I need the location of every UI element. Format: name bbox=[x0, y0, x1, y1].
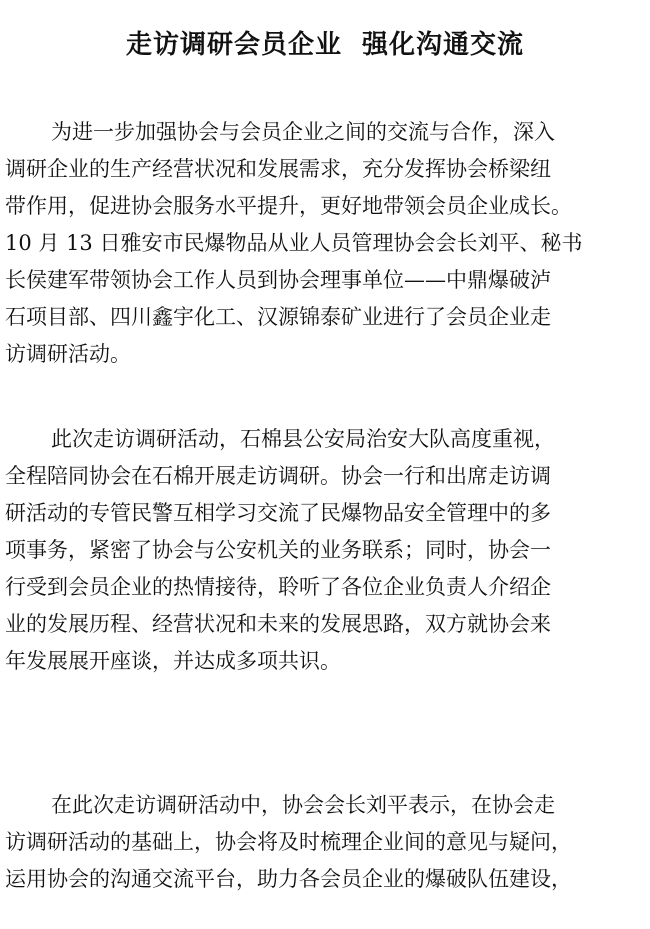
text-line: 全程陪同协会在石棉开展走访调研。协会一行和出席走访调 bbox=[5, 464, 551, 488]
text-line: 年发展展开座谈，并达成多项共识。 bbox=[5, 649, 341, 673]
paragraph-3 bbox=[5, 787, 650, 898]
paragraph-1 bbox=[5, 114, 650, 373]
text-line: 10 月 13 日雅安市民爆物品从业人员管理协会会长刘平、秘书 bbox=[5, 231, 583, 255]
text-line: 此次走访调研活动，石棉县公安局治安大队高度重视， bbox=[51, 427, 555, 451]
paragraph-2 bbox=[5, 421, 650, 680]
article-title: 走访调研会员企业 强化沟通交流 bbox=[125, 30, 525, 60]
text-line: 石项目部、四川鑫宇化工、汉源锦泰矿业进行了会员企业走 bbox=[5, 305, 551, 329]
text-line: 研活动的专管民警互相学习交流了民爆物品安全管理中的多 bbox=[5, 501, 551, 525]
text-line: 运用协会的沟通交流平台，助力各会员企业的爆破队伍建设， bbox=[5, 867, 572, 891]
text-line: 业的发展历程、经营状况和未来的发展思路，双方就协会来 bbox=[5, 612, 551, 636]
text-line: 长侯建军带领协会工作人员到协会理事单位——中鼎爆破泸 bbox=[5, 268, 551, 292]
text-line: 项事务，紧密了协会与公安机关的业务联系；同时，协会一 bbox=[5, 538, 551, 562]
text-line: 在此次走访调研活动中，协会会长刘平表示，在协会走 bbox=[51, 793, 555, 817]
text-line: 调研企业的生产经营状况和发展需求，充分发挥协会桥梁纽 bbox=[5, 157, 551, 181]
text-line: 为进一步加强协会与会员企业之间的交流与合作，深入 bbox=[51, 120, 555, 144]
text-line: 带作用，促进协会服务水平提升，更好地带领会员企业成长。 bbox=[5, 194, 572, 218]
text-line: 访调研活动的基础上，协会将及时梳理企业间的意见与疑问， bbox=[5, 830, 572, 854]
text-line: 访调研活动。 bbox=[5, 342, 131, 366]
text-line: 行受到会员企业的热情接待，聆听了各位企业负责人介绍企 bbox=[5, 575, 551, 599]
